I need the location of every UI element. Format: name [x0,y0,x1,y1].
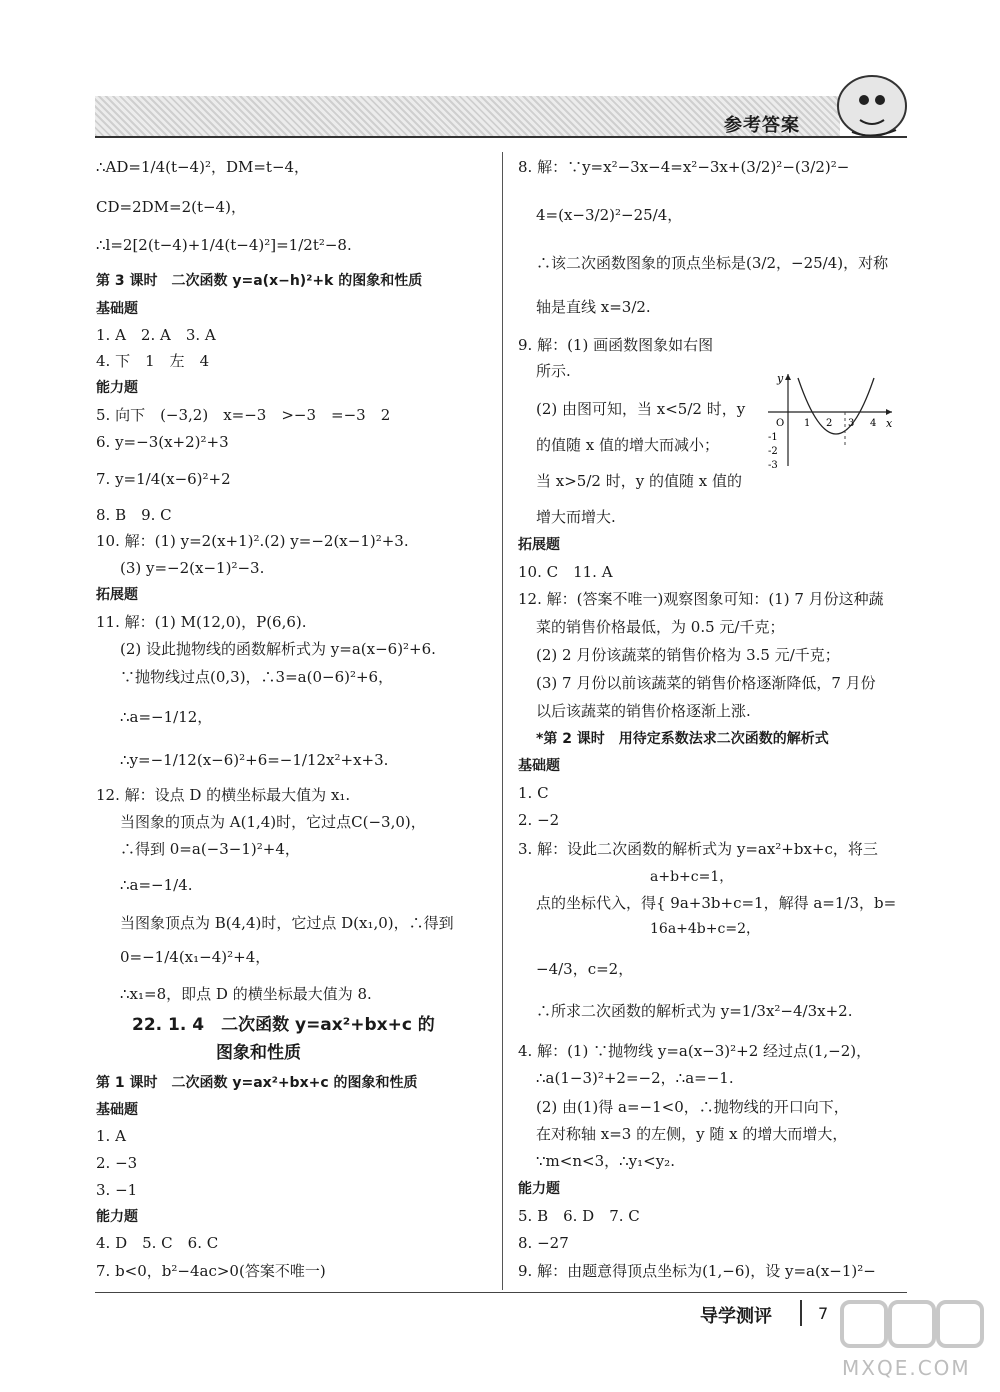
text-line: ∵抛物线过点(0,3)，∴3=a(0−6)²+6， [120,668,394,686]
text-line: (2) 设此抛物线的函数解析式为 y=a(x−6)²+6. [120,640,436,658]
lesson-heading: *第 2 课时 用待定系数法求二次函数的解析式 [536,731,829,747]
text-line: 11. 解：(1) M(12,0)，P(6,6). [96,613,307,631]
section-label: 基础题 [96,1102,138,1118]
text-line: 的值随 x 值的增大而减小； [536,436,719,454]
text-line: ∴所求二次函数的解析式为 y=1/3x²−4/3x+2. [536,1002,853,1020]
footer-rule [95,1292,907,1293]
text-line: 所示. [536,362,571,380]
lesson-heading: 第 3 课时 二次函数 y=a(x−h)²+k 的图象和性质 [96,273,423,289]
section-label: 拓展题 [518,537,560,553]
y-axis-label: y [777,372,784,385]
text-line: ∴AD=1/4(t−4)²，DM=t−4， [96,158,310,176]
section-label: 基础题 [518,758,560,774]
parabola-graph [758,370,898,470]
text-line: ∴x₁=8，即点 D 的横坐标最大值为 8. [120,985,372,1003]
tick-label: -1 [768,432,778,443]
text-line: (2) 由图可知，当 x<5/2 时，y [536,400,746,418]
text-line: (3) y=−2(x−1)²−3. [120,559,265,577]
tick-label: O [776,418,785,429]
text-line: 9. 解：(1) 画函数图象如右图 [518,336,714,354]
text-line: 6. y=−3(x+2)²+3 [96,433,229,451]
text-line: 9. 解：由题意得顶点坐标为(1,−6)，设 y=a(x−1)²− [518,1262,876,1280]
section-label: 能力题 [518,1181,560,1197]
tick-label: 1 [804,418,811,429]
tick-label: 3 [848,418,855,429]
text-line: 4. 下 1 左 4 [96,352,210,370]
text-line: 4. D 5. C 6. C [96,1234,219,1252]
text-line: 5. B 6. D 7. C [518,1207,640,1225]
column-divider [502,152,503,1290]
text-line: 1. C [518,784,549,802]
text-line: 10. C 11. A [518,563,613,581]
tick-label: -2 [768,446,778,457]
text-line: ∴l=2[2(t−4)+1/4(t−4)²]=1/2t²−8. [96,236,352,254]
text-line: 2. −3 [96,1154,138,1172]
text-line: 4=(x−3/2)²−25/4， [536,206,683,224]
text-line: CD=2DM=2(t−4)， [96,198,246,216]
section-label: 能力题 [96,1209,138,1225]
equation-row: 16a+4b+c=2， [650,921,760,937]
x-axis-label: x [886,417,893,430]
section-label: 基础题 [96,301,138,317]
section-label: 拓展题 [96,587,138,603]
text-line: 8. 解：∵y=x²−3x−4=x²−3x+(3/2)²−(3/2)²− [518,158,850,176]
equation-row: a+b+c=1， [650,869,734,885]
footer-title: 导学测评 [700,1306,772,1327]
text-line: 当 x>5/2 时，y 的值随 x 值的 [536,472,742,490]
page-number: 7 [818,1304,829,1323]
chapter-heading: 图象和性质 [216,1043,301,1063]
text-line: ∴a=−1/4. [120,876,193,894]
text-line: ∵m<n<3，∴y₁<y₂. [536,1152,675,1170]
text-line: ∴该二次函数图象的顶点坐标是(3/2，−25/4)，对称 [536,254,889,272]
text-line: ∴a=−1/12， [120,708,213,726]
text-line: ∴a(1−3)²+2=−2，∴a=−1. [536,1069,734,1087]
x-axis-arrow [886,409,892,415]
text-line: (2) 2 月份该蔬菜的销售价格为 3.5 元/千克； [536,646,840,664]
text-line: 2. −2 [518,811,560,829]
text-line: 当图象顶点为 B(4,4)时，它过点 D(x₁,0)，∴得到 [120,914,454,932]
text-line: 轴是直线 x=3/2. [536,298,651,316]
text-line: 0=−1/4(x₁−4)²+4， [120,948,271,966]
y-axis-arrow [785,374,791,380]
text-line: 1. A [96,1127,126,1145]
text-line: 8. −27 [518,1234,569,1252]
header-title: 参考答案 [724,115,800,136]
text-line: 10. 解：(1) y=2(x+1)².(2) y=−2(x−1)²+3. [96,532,409,550]
text-line: (3) 7 月份以前该蔬菜的销售价格逐渐降低，7 月份 [536,674,876,692]
section-label: 能力题 [96,380,138,396]
text-line: 当图象的顶点为 A(1,4)时，它过点C(−3,0)， [120,813,426,831]
text-line: 12. 解：(答案不唯一)观察图象可知：(1) 7 月份这种蔬 [518,590,884,608]
chapter-heading: 22. 1. 4 二次函数 y=ax²+bx+c 的 [132,1015,435,1035]
lesson-heading: 第 1 课时 二次函数 y=ax²+bx+c 的图象和性质 [96,1075,418,1091]
tick-label: 4 [870,418,877,429]
footer-divider [800,1300,802,1326]
text-line: 菜的销售价格最低，为 0.5 元/千克； [536,618,785,636]
text-line: 3. −1 [96,1181,138,1199]
text-line: ∴y=−1/12(x−6)²+6=−1/12x²+x+3. [120,751,389,769]
text-line: 3. 解：设此二次函数的解析式为 y=ax²+bx+c，将三 [518,840,878,858]
text-line: 在对称轴 x=3 的左侧，y 随 x 的增大而增大， [536,1125,848,1143]
text-line: 点的坐标代入，得{ 9a+3b+c=1，解得 a=1/3，b= [536,894,897,912]
text-line: (2) 由(1)得 a=−1<0，∴抛物线的开口向下， [536,1098,849,1116]
text-line: 8. B 9. C [96,506,172,524]
text-line: 增大而增大. [536,508,616,526]
mascot-logo [832,70,912,142]
text-line: 12. 解：设点 D 的横坐标最大值为 x₁. [96,786,351,804]
text-line: 4. 解：(1) ∵抛物线 y=a(x−3)²+2 经过点(1,−2)， [518,1042,872,1060]
tick-label: -3 [768,460,778,470]
text-line: 以后该蔬菜的销售价格逐渐上涨. [536,702,751,720]
text-line: 1. A 2. A 3. A [96,326,216,344]
text-line: 5. 向下 (−3,2) x=−3 >−3 =−3 2 [96,406,391,424]
text-line: −4/3，c=2， [536,960,634,978]
text-line: 7. y=1/4(x−6)²+2 [96,470,231,488]
text-line: ∴得到 0=a(−3−1)²+4， [120,840,300,858]
text-line: 7. b<0，b²−4ac>0(答案不唯一) [96,1262,326,1280]
watermark-text: MXQE.COM [842,1356,971,1380]
tick-label: 2 [826,418,833,429]
